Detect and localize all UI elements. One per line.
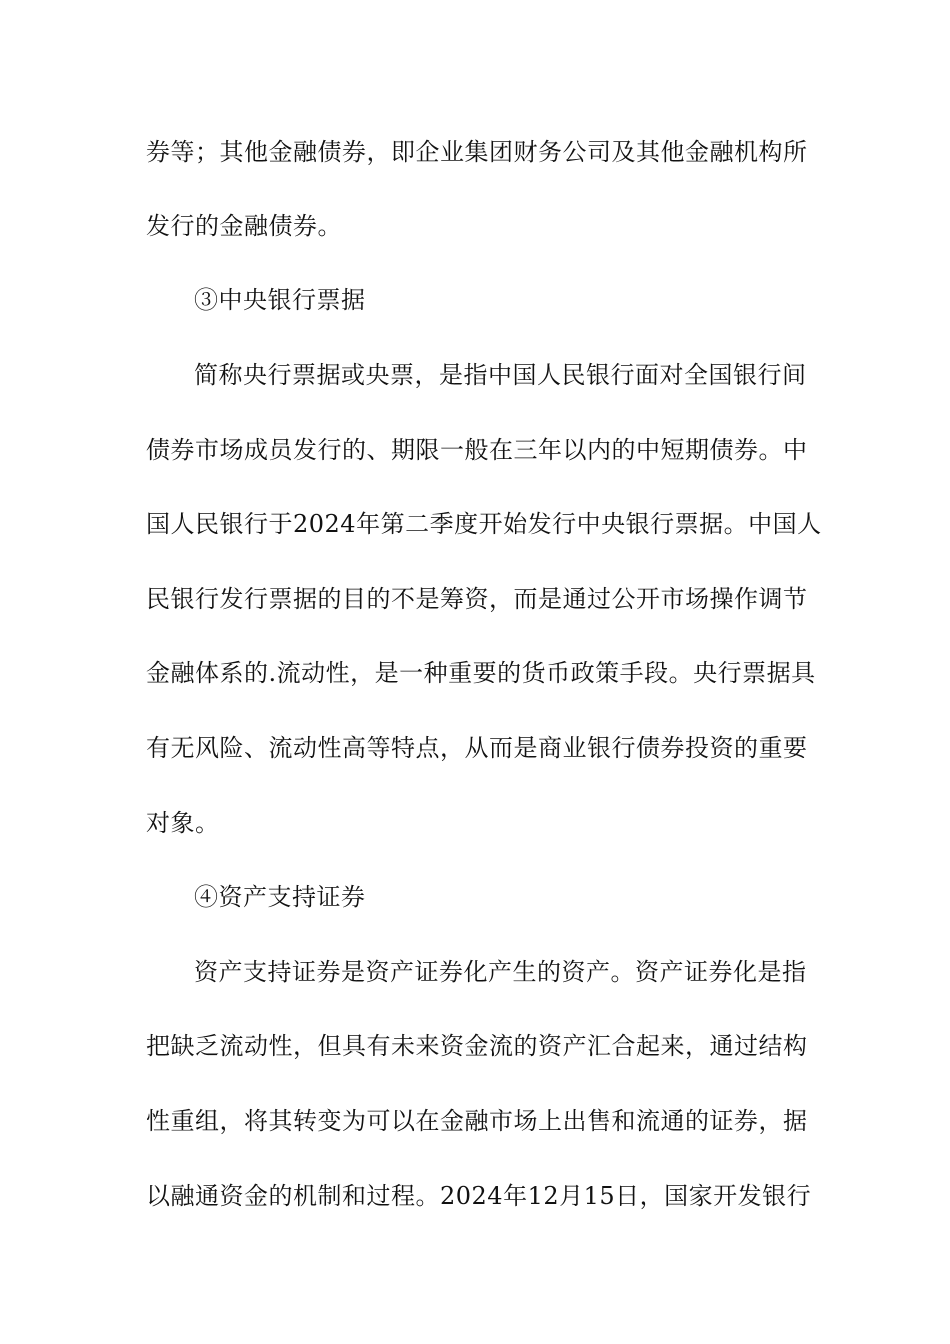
paragraph-line: 简称央行票据或央票，是指中国人民银行面对全国银行间 <box>194 361 807 389</box>
paragraph-line: 资产支持证券是资产证券化产生的资产。资产证券化是指 <box>194 958 807 986</box>
paragraph-line: 金融体系的.流动性，是一种重要的货币政策手段。央行票据具 <box>146 659 816 687</box>
paragraph-line: 券等；其他金融债券，即企业集团财务公司及其他金融机构所 <box>146 138 808 166</box>
section-heading: ③中央银行票据 <box>194 286 366 314</box>
paragraph-line: 把缺乏流动性，但具有未来资金流的资产汇合起来，通过结构 <box>146 1032 808 1060</box>
section-heading: ④资产支持证券 <box>194 883 366 911</box>
paragraph-line: 国人民银行于2024年第二季度开始发行中央银行票据。中国人 <box>146 510 822 538</box>
paragraph-line: 债券市场成员发行的、期限一般在三年以内的中短期债券。中 <box>146 436 808 464</box>
paragraph-line: 以融通资金的机制和过程。2024年12月15日，国家开发银行 <box>146 1182 812 1210</box>
paragraph-line: 发行的金融债券。 <box>146 212 342 240</box>
paragraph-line: 对象。 <box>146 809 220 837</box>
paragraph-line: 民银行发行票据的目的不是筹资，而是通过公开市场操作调节 <box>146 585 808 613</box>
paragraph-line: 有无风险、流动性高等特点，从而是商业银行债券投资的重要 <box>146 734 808 762</box>
paragraph-line: 性重组，将其转变为可以在金融市场上出售和流通的证券，据 <box>146 1107 808 1135</box>
